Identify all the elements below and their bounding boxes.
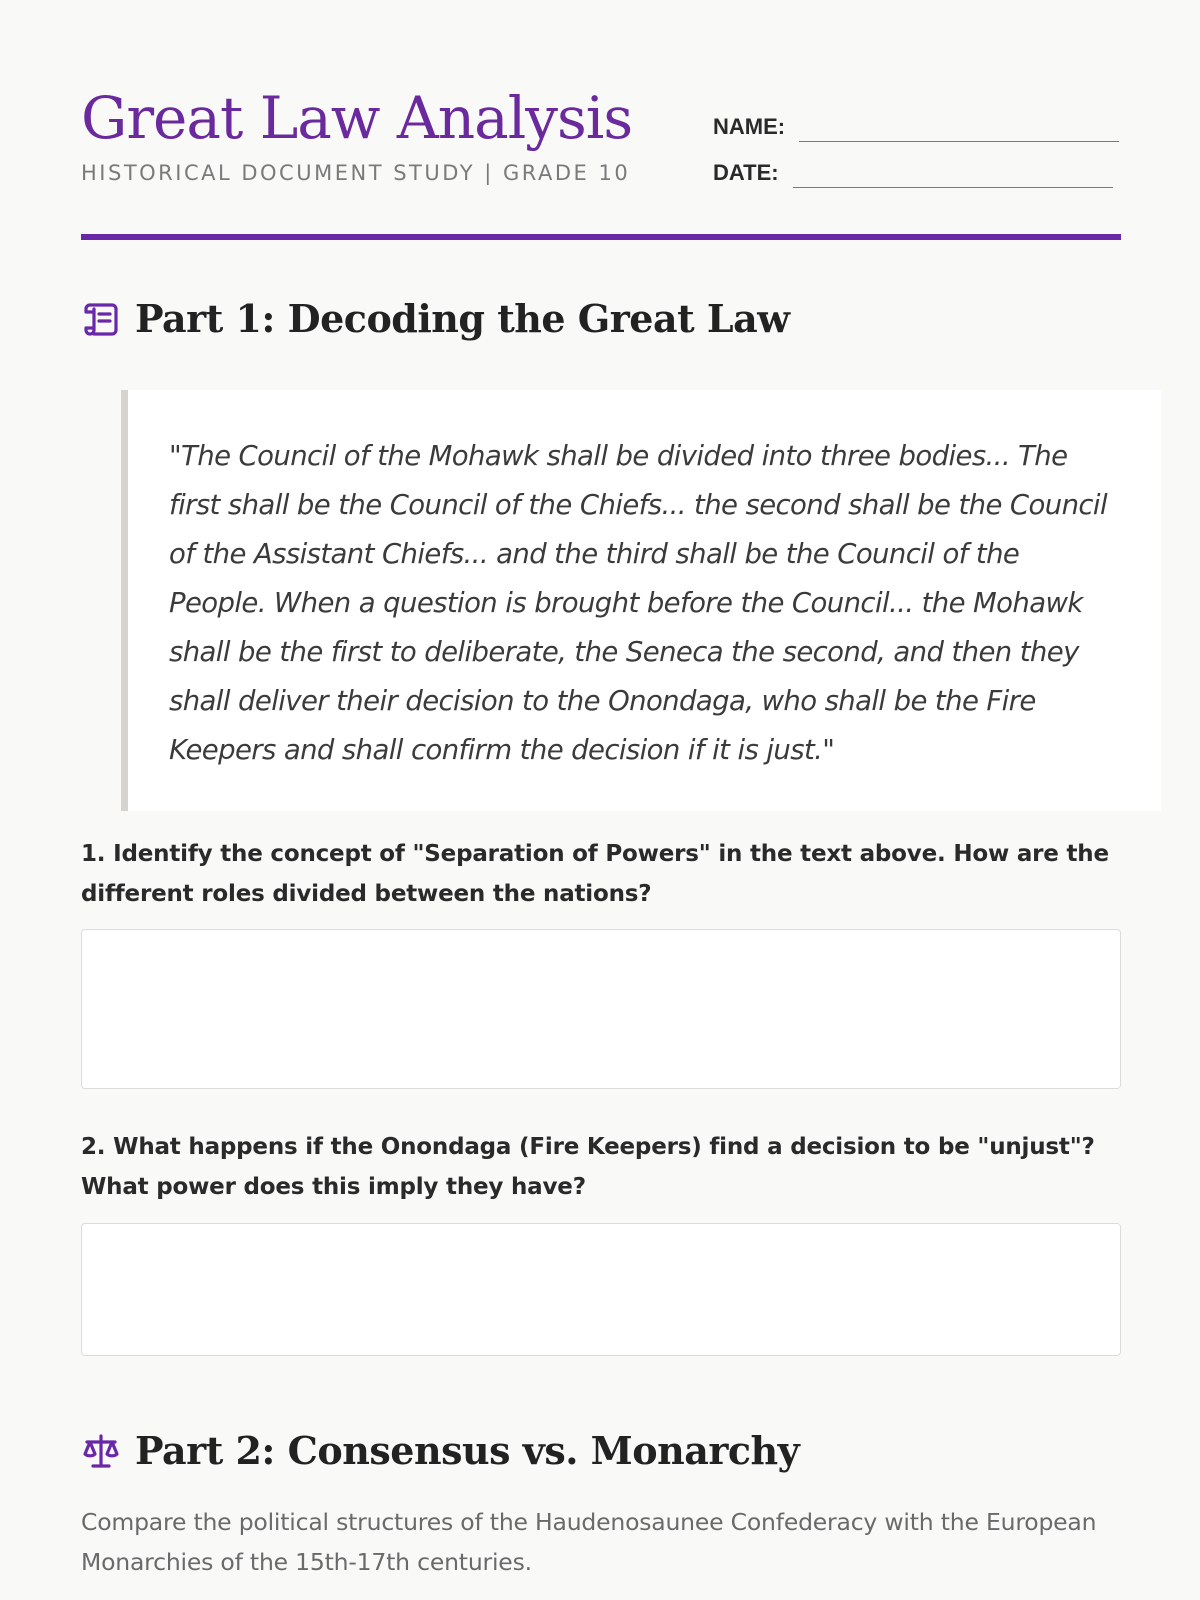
balance-scale-icon	[81, 1431, 121, 1471]
name-label: NAME:	[713, 114, 786, 139]
scroll-icon	[81, 299, 121, 339]
part2-intro: Compare the political structures of the Haudenosaunee Confederacy with the European Monarchies of the 15th-17th centuries.	[81, 1508, 1097, 1576]
date-input-line[interactable]	[793, 159, 1113, 188]
question-1: 1. Identify the concept of "Separation of Powers" in the text above. How are the different roles divided between the nations?	[81, 841, 1109, 907]
part2-heading-text: Part 2: Consensus vs. Monarchy	[135, 1428, 800, 1473]
part2-heading	[81, 1428, 799, 1473]
header-divider	[81, 234, 1121, 240]
answer-2-input[interactable]	[81, 1223, 1121, 1356]
name-input-line[interactable]	[799, 113, 1119, 142]
question-2: 2. What happens if the Onondaga (Fire Keepers) find a decision to be "unjust"? What power does this imply they have?	[81, 1134, 1095, 1200]
worksheet-header	[81, 78, 1121, 198]
date-label: DATE:	[713, 160, 779, 185]
page-title: Great Law Analysis	[81, 84, 633, 152]
name-field[interactable]	[713, 112, 1119, 142]
part1-heading-text: Part 1: Decoding the Great Law	[135, 296, 790, 341]
part1-heading	[81, 296, 789, 341]
answer-1-input[interactable]	[81, 929, 1121, 1089]
date-field[interactable]	[713, 158, 1113, 188]
great-law-quote	[121, 390, 1161, 811]
quote-text: "The Council of the Mohawk shall be divided into three bodies... The first shall be the Council of the Chiefs... the second shall be the Council of the Assistant Chiefs... and the third shall be the Council of the People. When a question is brought before the Council... the Mohawk shall be the first to deliberate, the Seneca the second, and then they shall deliver their decision to the Onondaga, who shall be the Fire Keepers and shall confirm the decision if it is just."	[169, 440, 1108, 766]
page-subtitle: HISTORICAL DOCUMENT STUDY | GRADE 10	[81, 161, 631, 185]
